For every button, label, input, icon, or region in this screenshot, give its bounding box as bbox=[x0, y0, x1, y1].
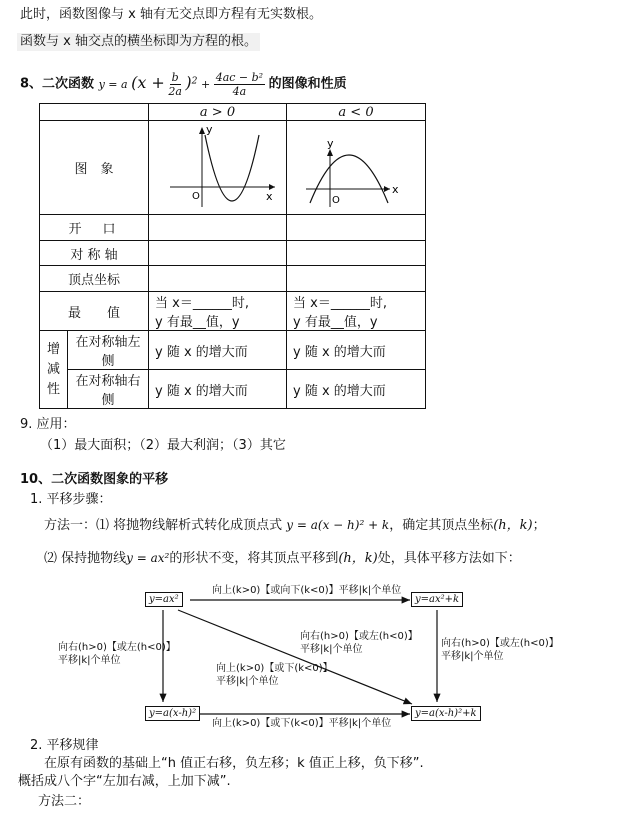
table-row-axis bbox=[40, 241, 426, 266]
graph-cell-negative bbox=[287, 121, 426, 215]
frac2-num: 4ac − b² bbox=[215, 71, 264, 85]
graph-cell-positive bbox=[149, 121, 287, 215]
origin-label: O bbox=[191, 191, 200, 202]
formula-paren-close: ) bbox=[185, 72, 192, 92]
row-label-axis: 对 称 轴 bbox=[40, 241, 149, 266]
label-top-arrow: 向上(k>0)【或向下(k<0)】平移|k|个单位 bbox=[212, 585, 402, 596]
header-a-negative: a < 0 bbox=[287, 104, 426, 121]
section-9-heading: 9. 应用： bbox=[20, 417, 76, 432]
table-row-vertex bbox=[40, 266, 426, 292]
method-1-pre: 方法一：⑴ 将抛物线解析式转化成顶点式 bbox=[44, 518, 283, 533]
formula-plus: + bbox=[200, 77, 211, 91]
formula-lhs: y = a bbox=[98, 77, 128, 91]
y-axis-arrow-icon bbox=[327, 149, 333, 156]
row-label-image: 图 象 bbox=[40, 121, 149, 215]
cell-extremum-negative bbox=[287, 292, 426, 331]
y-axis-label: y bbox=[326, 137, 334, 150]
row-label-left-of-axis: 在对称轴左侧 bbox=[68, 331, 149, 370]
intro-line-1: 此时，函数图像与 x 轴有无交点即方程有无实数根。 bbox=[20, 7, 322, 22]
label-left-arrow-2: 平移|k|个单位 bbox=[58, 655, 121, 666]
origin-label: O bbox=[331, 195, 340, 206]
method-2-mid: 的形状不变，将其顶点平移到 bbox=[169, 551, 339, 566]
cell-axis-positive bbox=[149, 241, 287, 266]
label-diagonal-arrow-2: 平移|k|个单位 bbox=[300, 644, 363, 655]
cell-mono-right-negative: y 随 x 的增大而 bbox=[287, 370, 426, 409]
row-label-vertex: 顶点坐标 bbox=[40, 266, 149, 292]
cell-opening-negative bbox=[287, 215, 426, 241]
label-diagonal-arrow bbox=[300, 630, 418, 656]
extremum-line-2: y 有最__值，y bbox=[155, 315, 240, 330]
table-header-row bbox=[40, 104, 426, 121]
arrow-diagonal bbox=[178, 610, 412, 704]
box-vertical-shift: y=ax²+k bbox=[411, 592, 463, 607]
cell-axis-negative bbox=[287, 241, 426, 266]
label-middle-2: 平移|k|个单位 bbox=[216, 676, 279, 687]
header-a-positive: a > 0 bbox=[149, 104, 287, 121]
row-label-opening: 开 口 bbox=[40, 215, 149, 241]
x-axis-label: x bbox=[391, 183, 399, 196]
label-right-arrow-2: 平移|k|个单位 bbox=[441, 651, 504, 662]
formula-paren-open: (x + bbox=[131, 72, 165, 92]
parabola-curve-down bbox=[310, 155, 388, 203]
x-axis-label: x bbox=[265, 190, 273, 203]
section-8-title-pre: 二次函数 bbox=[42, 76, 95, 92]
table-row-extremum bbox=[40, 292, 426, 331]
formula-sup: 2 bbox=[191, 75, 198, 86]
method-1-step-2-line bbox=[44, 549, 521, 568]
upward-parabola-graph bbox=[150, 121, 286, 210]
rule-line-2: 概括成八个字“左加右减，上加下减”. bbox=[18, 774, 231, 789]
label-right-arrow-1: 向右(h>0)【或左(h<0)】 bbox=[441, 638, 559, 649]
cell-extremum-positive bbox=[149, 292, 287, 331]
frac1-num: b bbox=[171, 71, 179, 85]
label-left-arrow-1: 向右(h>0)【或左(h<0)】 bbox=[58, 642, 176, 653]
formula-frac-b-2a bbox=[168, 71, 182, 98]
section-9-items: （1）最大面积；（2）最大利润；（3）其它 bbox=[40, 438, 286, 453]
cell-mono-right-positive: y 随 x 的增大而 bbox=[149, 370, 287, 409]
box-base-function: y=ax² bbox=[145, 592, 183, 607]
vertex-form-expression: y = a(x − h)² + k bbox=[286, 518, 390, 532]
extremum-line-2: y 有最__值，y bbox=[293, 315, 378, 330]
label-middle bbox=[216, 662, 333, 688]
section-8-heading bbox=[20, 66, 347, 100]
label-bottom-arrow: 向上(k>0)【或下(k<0)】平移|k|个单位 bbox=[212, 718, 392, 729]
table-row-image bbox=[40, 121, 426, 215]
vertex-form-formula bbox=[98, 71, 269, 99]
monotonicity-label: 增减性 bbox=[46, 341, 60, 397]
method-1-post: ，确定其顶点坐标 bbox=[389, 518, 494, 533]
cell-mono-left-positive: y 随 x 的增大而 bbox=[149, 331, 287, 370]
table-row-opening bbox=[40, 215, 426, 241]
frac2-den: 4a bbox=[232, 85, 247, 99]
downward-parabola-graph bbox=[288, 121, 425, 210]
cell-opening-positive bbox=[149, 215, 287, 241]
method-1-end: ； bbox=[532, 518, 546, 533]
label-left-arrow bbox=[58, 641, 176, 667]
section-8-title-post: 的图像和性质 bbox=[268, 76, 347, 92]
extremum-line-1: 当 x＝______时, bbox=[293, 296, 387, 311]
rule-line-1: 在原有函数的基础上“h 值正右移，负左移；k 值正上移，负下移”. bbox=[44, 756, 424, 771]
frac1-den: 2a bbox=[168, 85, 182, 99]
row-label-right-of-axis: 在对称轴右侧 bbox=[68, 370, 149, 409]
section-10-heading: 10、二次函数图象的平移 bbox=[20, 472, 169, 487]
section-8-number: 8、 bbox=[20, 76, 43, 92]
method-1-line bbox=[44, 516, 546, 535]
properties-table bbox=[39, 103, 426, 409]
section-10-sub2: 2. 平移规律 bbox=[30, 738, 99, 753]
box-horizontal-shift: y=a(x-h)² bbox=[145, 706, 200, 721]
box-full-shift: y=a(x-h)²+k bbox=[411, 706, 481, 721]
y-axis-arrow-icon bbox=[199, 127, 205, 134]
label-right-arrow bbox=[441, 637, 559, 663]
method-2-pre: ⑵ 保持抛物线 bbox=[44, 551, 127, 566]
vertex-coordinate: (h，k) bbox=[493, 518, 533, 533]
cell-vertex-positive bbox=[149, 266, 287, 292]
row-label-extremum: 最 值 bbox=[40, 292, 149, 331]
y-axis-label: y bbox=[205, 123, 213, 136]
row-label-monotonicity bbox=[40, 331, 68, 409]
intro-line-2: 函数与 x 轴交点的横坐标即为方程的根。 bbox=[17, 33, 260, 51]
target-vertex-coordinate: (h，k) bbox=[338, 551, 378, 566]
extremum-line-1: 当 x＝______时, bbox=[155, 296, 249, 311]
label-diagonal-arrow-1: 向右(h>0)【或左(h<0)】 bbox=[300, 631, 418, 642]
method-2-label: 方法二： bbox=[38, 794, 91, 809]
label-middle-1: 向上(k>0)【或下(k<0)】 bbox=[216, 663, 333, 674]
table-row-mono-left bbox=[40, 331, 426, 370]
table-row-mono-right bbox=[40, 370, 426, 409]
x-axis-arrow-icon bbox=[384, 186, 390, 192]
cell-vertex-negative bbox=[287, 266, 426, 292]
section-10-sub1: 1. 平移步骤： bbox=[30, 492, 112, 507]
cell-mono-left-negative: y 随 x 的增大而 bbox=[287, 331, 426, 370]
formula-frac-discriminant bbox=[214, 71, 265, 98]
method-2-post: 处，具体平移方法如下： bbox=[377, 551, 521, 566]
parabola-curve-up bbox=[205, 135, 259, 201]
base-parabola-expression: y = ax² bbox=[126, 551, 170, 565]
table-corner-cell bbox=[40, 104, 149, 121]
